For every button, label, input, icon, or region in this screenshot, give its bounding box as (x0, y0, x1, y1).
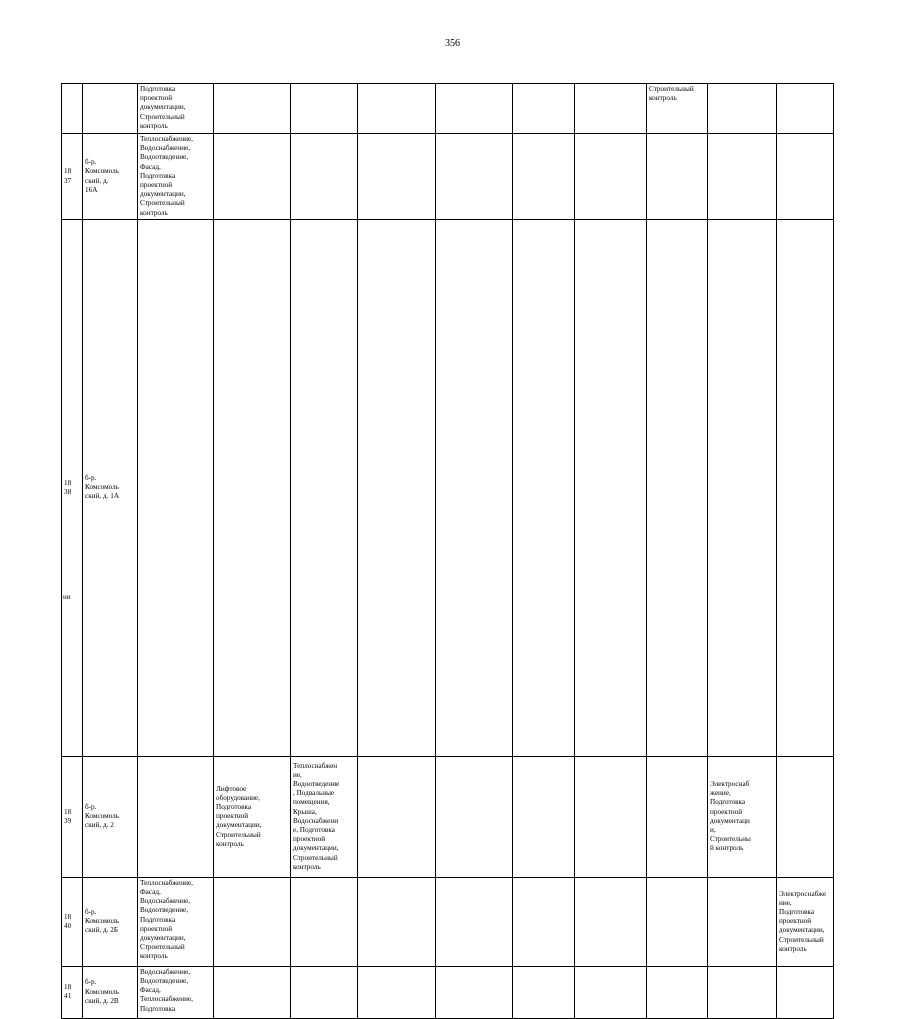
work-cell (436, 756, 513, 877)
row-number-cell: 18 37 (62, 134, 83, 220)
work-cell: Теплоснабжение, Фасад, Водоснабжение, Водоотведение, Подготовка проектной документации, Строительный контроль (138, 877, 214, 966)
work-cell (513, 877, 575, 966)
work-cell (436, 84, 513, 134)
work-cell (138, 756, 214, 877)
work-cell (358, 756, 436, 877)
work-cell (436, 134, 513, 220)
work-cell (777, 84, 834, 134)
work-cell: Строительный контроль (647, 84, 708, 134)
work-cell: Электроснаб жение, Подготовка проектной документаци и, Строительны й контроль (708, 756, 777, 877)
work-cell (708, 220, 777, 757)
work-cell (291, 134, 358, 220)
address-cell: б-р. Комсомоль ский, д. 2Б (83, 877, 138, 966)
work-cell (358, 877, 436, 966)
work-cell: Лифтовое оборудование, Подготовка проектной документации, Строительный контроль (214, 756, 291, 877)
row-number-cell: 18 40 (62, 877, 83, 966)
work-cell (291, 220, 358, 757)
table-row (62, 877, 834, 966)
work-cell (436, 966, 513, 1018)
work-cell (708, 966, 777, 1018)
address-cell: б-р. Комсомоль ский, д. 1А (83, 220, 138, 757)
work-cell (358, 966, 436, 1018)
work-cell (777, 966, 834, 1018)
work-cell (575, 84, 647, 134)
address-cell: б-р. Комсомоль ский, д. 2 (83, 756, 138, 877)
address-cell (83, 84, 138, 134)
address-cell: б-р. Комсомоль ский, д. 16А (83, 134, 138, 220)
row-number-cell: 18 39 (62, 756, 83, 877)
work-cell (575, 966, 647, 1018)
work-cell (575, 134, 647, 220)
row-number-cell (62, 84, 83, 134)
page-number: 356 (445, 38, 460, 49)
work-cell (214, 966, 291, 1018)
table-body (62, 84, 834, 1019)
table-row (62, 220, 834, 757)
footer-mark: ни (63, 593, 71, 601)
work-cell (777, 756, 834, 877)
work-cell (513, 220, 575, 757)
work-cell (436, 877, 513, 966)
work-cell (575, 756, 647, 877)
table-row (62, 966, 834, 1018)
work-cell (777, 134, 834, 220)
work-cell (358, 220, 436, 757)
work-cell: Теплоснабжение, Водоснабжение, Водоотведение, Фасад, Подготовка проектной документации, Строительный контроль (138, 134, 214, 220)
table-row (62, 134, 834, 220)
work-cell (708, 134, 777, 220)
work-cell (291, 966, 358, 1018)
table-row (62, 84, 834, 134)
work-cell (647, 220, 708, 757)
work-cell: Электроснабже ние, Подготовка проектной документации, Строительный контроль (777, 877, 834, 966)
work-cell (575, 220, 647, 757)
repair-schedule-table (61, 83, 834, 1019)
address-cell: б-р. Комсомоль ский, д. 2В (83, 966, 138, 1018)
work-cell (214, 84, 291, 134)
work-cell (214, 134, 291, 220)
table-row (62, 756, 834, 877)
work-cell (513, 134, 575, 220)
work-cell (647, 134, 708, 220)
row-number-cell: 18 41 (62, 966, 83, 1018)
work-cell (291, 84, 358, 134)
work-cell (358, 134, 436, 220)
work-cell (291, 877, 358, 966)
work-cell (777, 220, 834, 757)
work-cell (647, 877, 708, 966)
work-cell (214, 220, 291, 757)
work-cell (214, 877, 291, 966)
work-cell (575, 877, 647, 966)
work-cell: Подготовка проектной документации, Строительный контроль (138, 84, 214, 134)
work-cell (513, 966, 575, 1018)
work-cell (358, 84, 436, 134)
work-cell (138, 220, 214, 757)
work-cell (513, 756, 575, 877)
work-cell (708, 84, 777, 134)
work-cell: Водоснабжение, Водоотведение, Фасад, Теплоснабжение, Подготовка (138, 966, 214, 1018)
row-number-cell: 18 38 (62, 220, 83, 757)
work-cell: Теплоснабжен ие, Водоотведение , Подвальные помещения, Крыша, Водоснабжени е, Подготовка проектной документации, Строительный контроль (291, 756, 358, 877)
work-cell (708, 877, 777, 966)
work-cell (647, 756, 708, 877)
work-cell (513, 84, 575, 134)
work-cell (647, 966, 708, 1018)
work-cell (436, 220, 513, 757)
